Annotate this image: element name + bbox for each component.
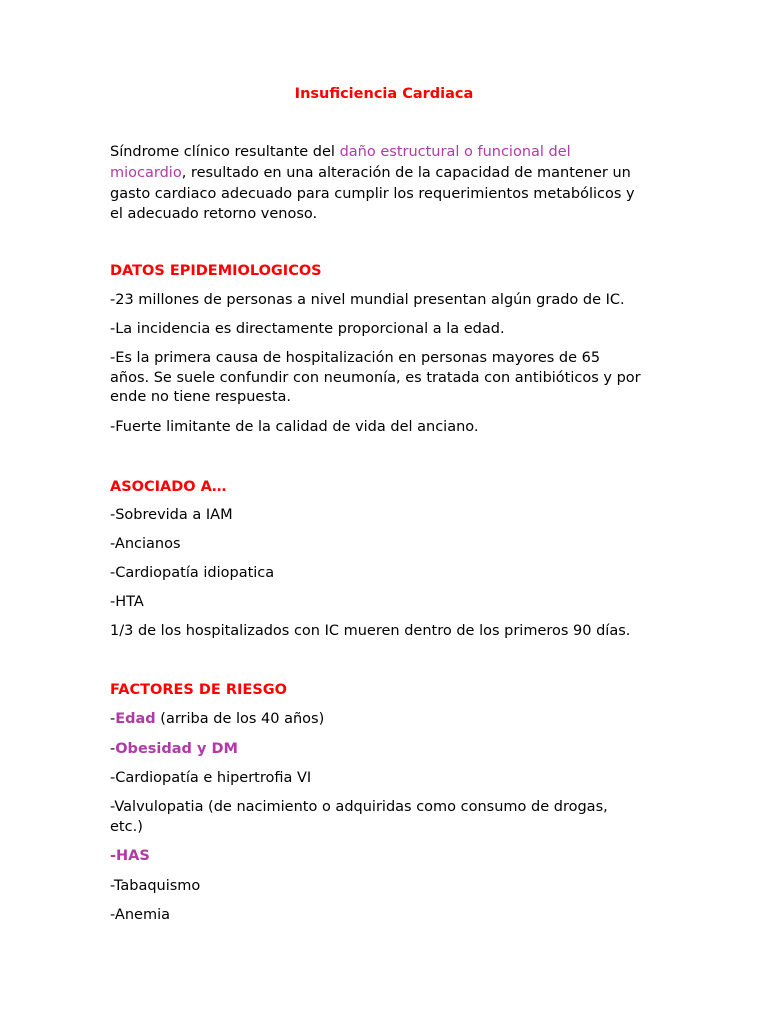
risk-detail: (arriba de los 40 años) [155,711,325,727]
list-item: -Ancianos [110,536,181,552]
list-item [110,739,238,759]
list-item: -Anemia [110,907,170,923]
section-heading: FACTORES DE RIESGO [110,682,288,698]
list-item: -Sobrevida a IAM [110,507,233,523]
section-heading: ASOCIADO A… [110,479,227,495]
intro-highlight: miocardio [110,165,182,181]
list-item: -Tabaquismo [110,878,201,894]
intro-line-1 [110,142,571,162]
intro-text: Síndrome clínico resultante del [110,144,340,160]
list-item: ende no tiene respuesta. [110,389,292,405]
list-item: -Cardiopatía idiopatica [110,565,275,581]
section-heading: DATOS EPIDEMIOLOGICOS [110,263,322,279]
dash: - [110,711,116,727]
list-item: etc.) [110,819,143,835]
list-item: -Valvulopatia (de nacimiento o adquiridas como consumo de drogas, [110,799,608,815]
intro-line-3: gasto cardiaco adecuado para cumplir los requerimientos metabólicos y [110,186,635,202]
list-item: -HTA [110,594,144,610]
dash: - [110,848,117,864]
risk-term: Obesidad y DM [115,741,238,757]
list-item: 1/3 de los hospitalizados con IC mueren dentro de los primeros 90 días. [110,623,631,639]
intro-line-2 [110,163,631,183]
list-item: -La incidencia es directamente proporcional a la edad. [110,321,505,337]
intro-line-4: el adecuado retorno venoso. [110,206,318,222]
risk-term: HAS [116,848,150,864]
dash: - [110,741,116,757]
list-item [110,709,324,729]
list-item: -Fuerte limitante de la calidad de vida del anciano. [110,419,479,435]
list-item: -23 millones de personas a nivel mundial presentan algún grado de IC. [110,292,625,308]
list-item: años. Se suele confundir con neumonía, es tratada con antibióticos y por [110,370,641,386]
document-title: Insuficiencia Cardiaca [294,86,474,102]
risk-term: Edad [115,711,156,727]
list-item [110,846,150,866]
list-item: -Es la primera causa de hospitalización en personas mayores de 65 [110,350,601,366]
list-item: -Cardiopatía e hipertrofia VI [110,770,312,786]
intro-highlight: daño estructural o funcional del [339,144,571,160]
intro-text: , resultado en una alteración de la capacidad de mantener un [181,165,631,181]
